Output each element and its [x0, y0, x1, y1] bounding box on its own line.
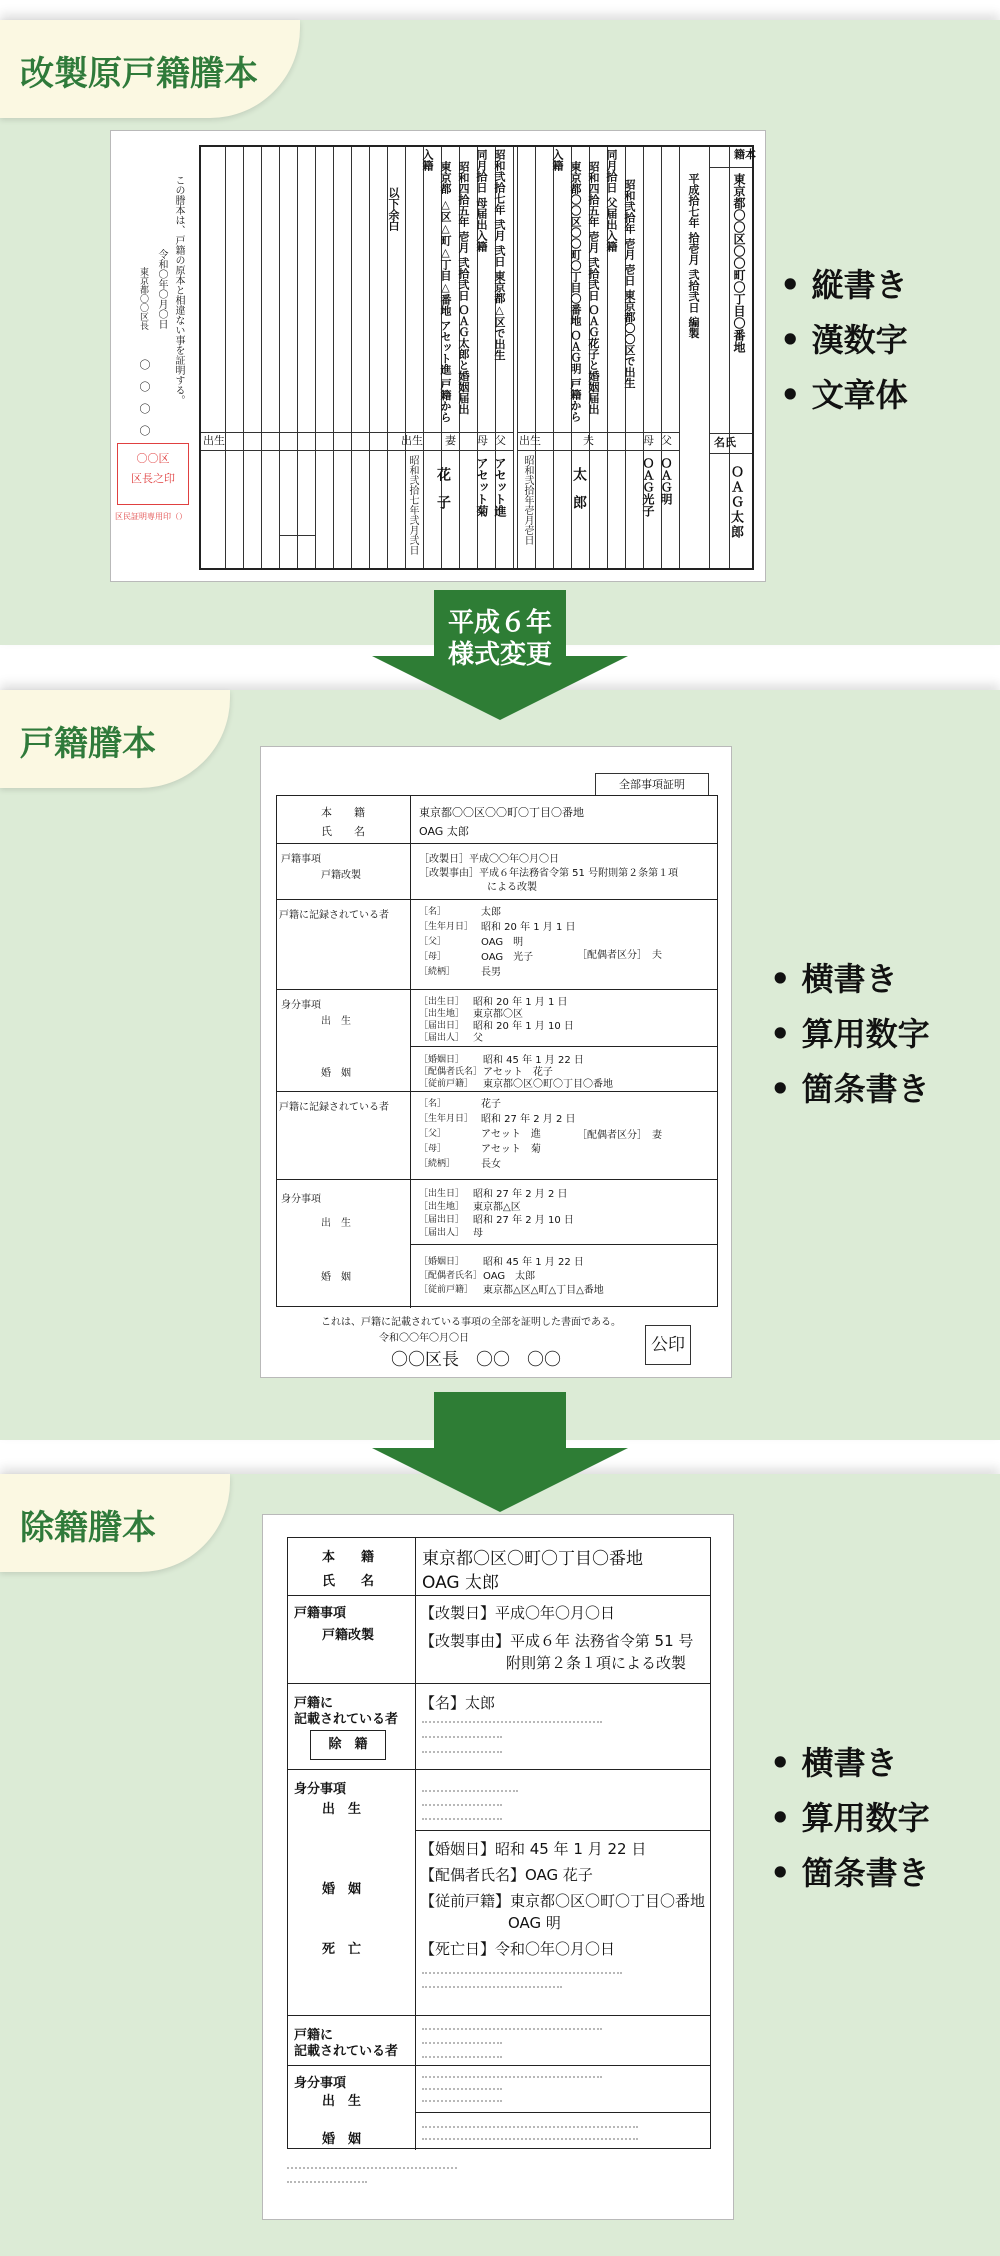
seal-line-2: 区長之印 [131, 472, 175, 485]
field-key: ［出生地］ [419, 1009, 465, 1019]
field-value: 昭和 20 年 1 月 1 日 [473, 997, 568, 1008]
seal-caption: 区民証明専用印（） [115, 512, 187, 521]
feature-list [780, 258, 908, 423]
name-head: 名氏 [714, 436, 736, 449]
feature-item: • 算用数字 [770, 1791, 930, 1846]
field-value: OAG 光子 [481, 952, 534, 963]
field-key: ［配偶者氏名］ [419, 1067, 483, 1077]
section-kaisei-genkoseki [0, 20, 1000, 645]
mibun-label: 身分事項 [294, 2076, 347, 2091]
section-title: 改製原戸籍謄本 [20, 54, 258, 94]
arrow-line-1: 平成６年 [447, 608, 552, 638]
field-value: 昭和 27 年 2 月 10 日 [473, 1215, 574, 1226]
husband-father-label: 父 [661, 434, 672, 447]
field-value: 太郎 [481, 907, 501, 918]
field-value: アセット 進 [481, 1129, 541, 1140]
name-value: OAG 太郎 [419, 825, 469, 838]
field-value: 長男 [481, 967, 501, 978]
recorded-label-2: 記載されている者 [294, 2044, 399, 2059]
joseki-box: 除 籍 [310, 1730, 386, 1760]
feature-item: • 横書き [770, 1736, 930, 1791]
recorded-label-2: 記載されている者 [294, 1712, 399, 1727]
field-value: OAG 太郎 [483, 1271, 536, 1282]
wife-entry-3: 昭和四拾五年 壱月 弐拾弐日 ＯＡＧ太郎と婚姻届出 [457, 161, 470, 415]
field-value: 花子 [481, 1099, 501, 1110]
husband-entry-3: 昭和四拾五年 壱月 弐拾弐日 ＯＡＧ花子と婚姻届出 [587, 161, 600, 415]
wife-label: 妻 [445, 434, 456, 447]
mibun-label: 身分事項 [294, 1782, 347, 1797]
record-table [276, 795, 718, 1307]
field-key: ［父］ [419, 937, 447, 947]
koseki-label: 戸籍事項 [281, 854, 321, 865]
shussei-label: 出 生 [321, 1218, 351, 1229]
section-title-tab [0, 690, 230, 788]
section-joseki-tohon [0, 1474, 1000, 2256]
field-key: ［出生日］ [419, 1189, 465, 1199]
official-seal: 公印 [645, 1325, 691, 1365]
field-value: 昭和 27 年 2 月 2 日 [481, 1114, 576, 1125]
joseki-table [287, 1537, 711, 2149]
field-value: アセット 菊 [481, 1144, 541, 1155]
reform-date: 平成拾七年 拾壱月 弐拾弐日 編製 [687, 173, 700, 339]
field-value: 東京都〇区〇町〇丁目〇番地 [483, 1079, 613, 1090]
field-value: アセット 花子 [483, 1067, 553, 1078]
field-key: ［届出日］ [419, 1021, 465, 1031]
footer-text: これは、戸籍に記載されている事項の全部を証明した書面である。 [321, 1317, 621, 1328]
vertical-document [110, 130, 766, 582]
wife-name: 花 子 [435, 467, 451, 509]
feature-item: • 算用数字 [770, 1007, 930, 1062]
konin-label: 婚 姻 [321, 1068, 351, 1079]
wife-mother: アセット菊 [475, 457, 489, 517]
feature-item: • 漢数字 [780, 313, 908, 368]
shussei-label: 出 生 [321, 1016, 351, 1027]
feature-list [770, 952, 930, 1117]
koseki-label: 戸籍事項 [294, 1606, 347, 1621]
feature-list [770, 1736, 930, 1901]
field-key: ［従前戸籍］ [419, 1285, 474, 1295]
field-key: ［婚姻日］ [419, 1257, 465, 1267]
kaisei-label: 戸籍改製 [322, 1628, 375, 1643]
previous-koseki: 【従前戸籍】東京都〇区〇町〇丁目〇番地 [420, 1892, 706, 1910]
field-value: 東京都〇区 [473, 1009, 523, 1020]
husband-mother-label: 母 [643, 434, 654, 447]
section-title: 除籍謄本 [20, 1508, 156, 1548]
field-key: ［母］ [419, 1144, 447, 1154]
feature-item: • 縦書き [780, 258, 908, 313]
footer-office: 〇〇区長 〇〇 〇〇 [391, 1350, 561, 1370]
honseki-label: 本 籍 [321, 806, 365, 819]
field-key: ［母］ [419, 952, 447, 962]
husband-birth-label: 出生 [519, 434, 541, 447]
field-key: ［従前戸籍］ [419, 1079, 474, 1089]
recorded-label: 戸籍に [294, 1696, 334, 1711]
field-key: ［続柄］ [419, 1159, 456, 1169]
field-key: ［届出人］ [419, 1228, 465, 1238]
mibun-label: 身分事項 [281, 1194, 321, 1205]
spouse-name: 【配偶者氏名】OAG 花子 [420, 1866, 593, 1884]
field-value: 昭和 45 年 1 月 22 日 [483, 1055, 584, 1066]
field-value: 父 [473, 1033, 483, 1044]
wife-birth: 昭和弐拾七年弐月弐日 [407, 455, 418, 555]
shussei-label: 出 生 [322, 2094, 362, 2109]
kaisei-reason-2: による改製 [487, 882, 537, 893]
wife-entry-5: 入籍 [421, 149, 434, 171]
feature-item: • 箇条書き [770, 1062, 930, 1117]
down-arrow [372, 1392, 628, 1512]
husband-father: ＯＡＧ明 [659, 457, 673, 505]
section-title: 戸籍謄本 [20, 724, 156, 764]
header-tab: 全部事項証明 [595, 773, 709, 795]
husband-entry-1: 昭和弐拾年 壱月 壱日 東京都〇〇区で出生 [623, 179, 636, 389]
field-value: 母 [473, 1228, 483, 1239]
recorded-label: 戸籍に記録されている者 [279, 1102, 389, 1113]
wife-birth-label: 出生 [401, 434, 423, 447]
mibun-label: 身分事項 [281, 1000, 321, 1011]
kaisei-reason: ［改製事由］平成６年法務省令第 51 号附則第２条第１項 [419, 868, 679, 879]
name-line: 【名】太郎 [420, 1694, 496, 1712]
field-key: ［生年月日］ [419, 1114, 474, 1124]
field-key: ［届出人］ [419, 1033, 465, 1043]
name-label: 氏 名 [322, 1574, 375, 1589]
name-value: ＯＡＧ太郎 [728, 465, 743, 540]
footer-date: 令和〇〇年〇月〇日 [379, 1333, 469, 1344]
format-change-arrow [372, 590, 628, 720]
field-key: ［届出日］ [419, 1215, 465, 1225]
field-value: 昭和 45 年 1 月 22 日 [483, 1257, 584, 1268]
honseki-head: 籍本 [734, 148, 756, 161]
joseki-document [262, 1514, 734, 2220]
husband-label: 夫 [583, 434, 594, 447]
kaisei-reason: 【改製事由】平成６年 法務省令第 51 号 [420, 1632, 694, 1650]
konin-label: 婚 姻 [322, 1882, 362, 1897]
cert-office: 東京都〇〇区長 [138, 267, 148, 330]
wife-father-label: 父 [495, 434, 506, 447]
kaisei-reason-2: 附則第２条１項による改製 [506, 1654, 687, 1672]
husband-entry-2: 同月拾日 父届出入籍 [605, 149, 618, 252]
husband-name: 太 郎 [571, 467, 587, 509]
field-key: ［名］ [419, 907, 447, 917]
recorded-label: 戸籍に記録されている者 [279, 910, 389, 921]
cert-circles: 〇 〇 〇 〇 [138, 359, 151, 436]
kaisei-date: 【改製日】平成〇年〇月〇日 [420, 1604, 616, 1622]
arrow-line-2: 様式変更 [447, 640, 552, 670]
honseki-label: 本 籍 [322, 1550, 375, 1565]
field-key: ［配偶者氏名］ [419, 1271, 483, 1281]
ward-seal [117, 443, 189, 505]
honseki-value: 東京都〇〇区〇〇町〇丁目〇番地 [732, 173, 746, 353]
husband-entry-4: 東京都〇〇区〇〇町〇丁目〇番地 ＯＡＧ明 戸籍から [569, 161, 582, 422]
wife-entry-4: 東京都 △区△町△丁目△番地 アセット進 戸籍から [439, 161, 452, 423]
field-value: 昭和 27 年 2 月 2 日 [473, 1189, 568, 1200]
left-birth-label: 出生 [203, 434, 225, 447]
husband-birth: 昭和弐拾年壱月壱日 [522, 455, 533, 545]
feature-item: • 箇条書き [770, 1846, 930, 1901]
shibo-label: 死 亡 [322, 1942, 362, 1957]
field-key: ［父］ [419, 1129, 447, 1139]
field-key: ［婚姻日］ [419, 1055, 465, 1065]
field-value: 長女 [481, 1159, 501, 1170]
name-value: OAG 太郎 [422, 1573, 499, 1593]
field-value: 昭和 20 年 1 月 10 日 [473, 1021, 574, 1032]
cert-text: この謄本は、戸籍の原本と相違ない事を証明する。 [173, 175, 184, 405]
wife-entry-2: 同月拾日 母届出入籍 [475, 149, 488, 252]
death-date: 【死亡日】令和〇年〇月〇日 [420, 1940, 616, 1958]
wife-entry-1: 昭和弐拾七年 弐月 弐日 東京都△区で出生 [493, 149, 506, 361]
horizontal-document [260, 746, 732, 1378]
marriage-date: 【婚姻日】昭和 45 年 1 月 22 日 [420, 1840, 647, 1858]
shussei-label: 出 生 [322, 1802, 362, 1817]
ika-yohaku: 以下余白 [387, 187, 400, 231]
koseki-frame [199, 145, 754, 570]
section-title-tab [0, 1474, 230, 1572]
feature-item: • 横書き [770, 952, 930, 1007]
seal-line-1: 〇〇区 [136, 452, 170, 465]
feature-item: • 文章体 [780, 368, 908, 423]
husband-entry-5: 入籍 [551, 149, 564, 171]
wife-father: アセット進 [493, 457, 507, 517]
field-key: ［出生地］ [419, 1202, 465, 1212]
name-label: 氏 名 [321, 825, 365, 838]
section-title-tab [0, 20, 300, 118]
cert-date: 令和〇年〇月〇日 [156, 249, 167, 329]
previous-koseki-2: OAG 明 [508, 1914, 561, 1932]
person-2-spouse: ［配偶者区分］ 妻 [577, 1130, 662, 1141]
honseki-value: 東京都〇〇区〇〇町〇丁目〇番地 [419, 806, 584, 819]
field-key: ［続柄］ [419, 967, 456, 977]
section-koseki-tohon [0, 690, 1000, 1440]
konin-label: 婚 姻 [322, 2132, 362, 2147]
husband-mother: ＯＡＧ光子 [641, 457, 655, 517]
field-value: 昭和 20 年 1 月 1 日 [481, 922, 576, 933]
field-key: ［生年月日］ [419, 922, 474, 932]
konin-label: 婚 姻 [321, 1272, 351, 1283]
kaisei-label: 戸籍改製 [321, 870, 361, 881]
field-key: ［名］ [419, 1099, 447, 1109]
recorded-label: 戸籍に [294, 2028, 334, 2043]
field-value: OAG 明 [481, 937, 524, 948]
honseki-value: 東京都〇区〇町〇丁目〇番地 [422, 1549, 643, 1569]
field-value: 東京都△区△町△丁目△番地 [483, 1285, 604, 1296]
person-1-spouse: ［配偶者区分］ 夫 [577, 950, 662, 961]
field-value: 東京都△区 [473, 1202, 521, 1213]
wife-mother-label: 母 [477, 434, 488, 447]
field-key: ［出生日］ [419, 997, 465, 1007]
kaisei-date: ［改製日］平成〇〇年〇月〇日 [419, 854, 559, 865]
